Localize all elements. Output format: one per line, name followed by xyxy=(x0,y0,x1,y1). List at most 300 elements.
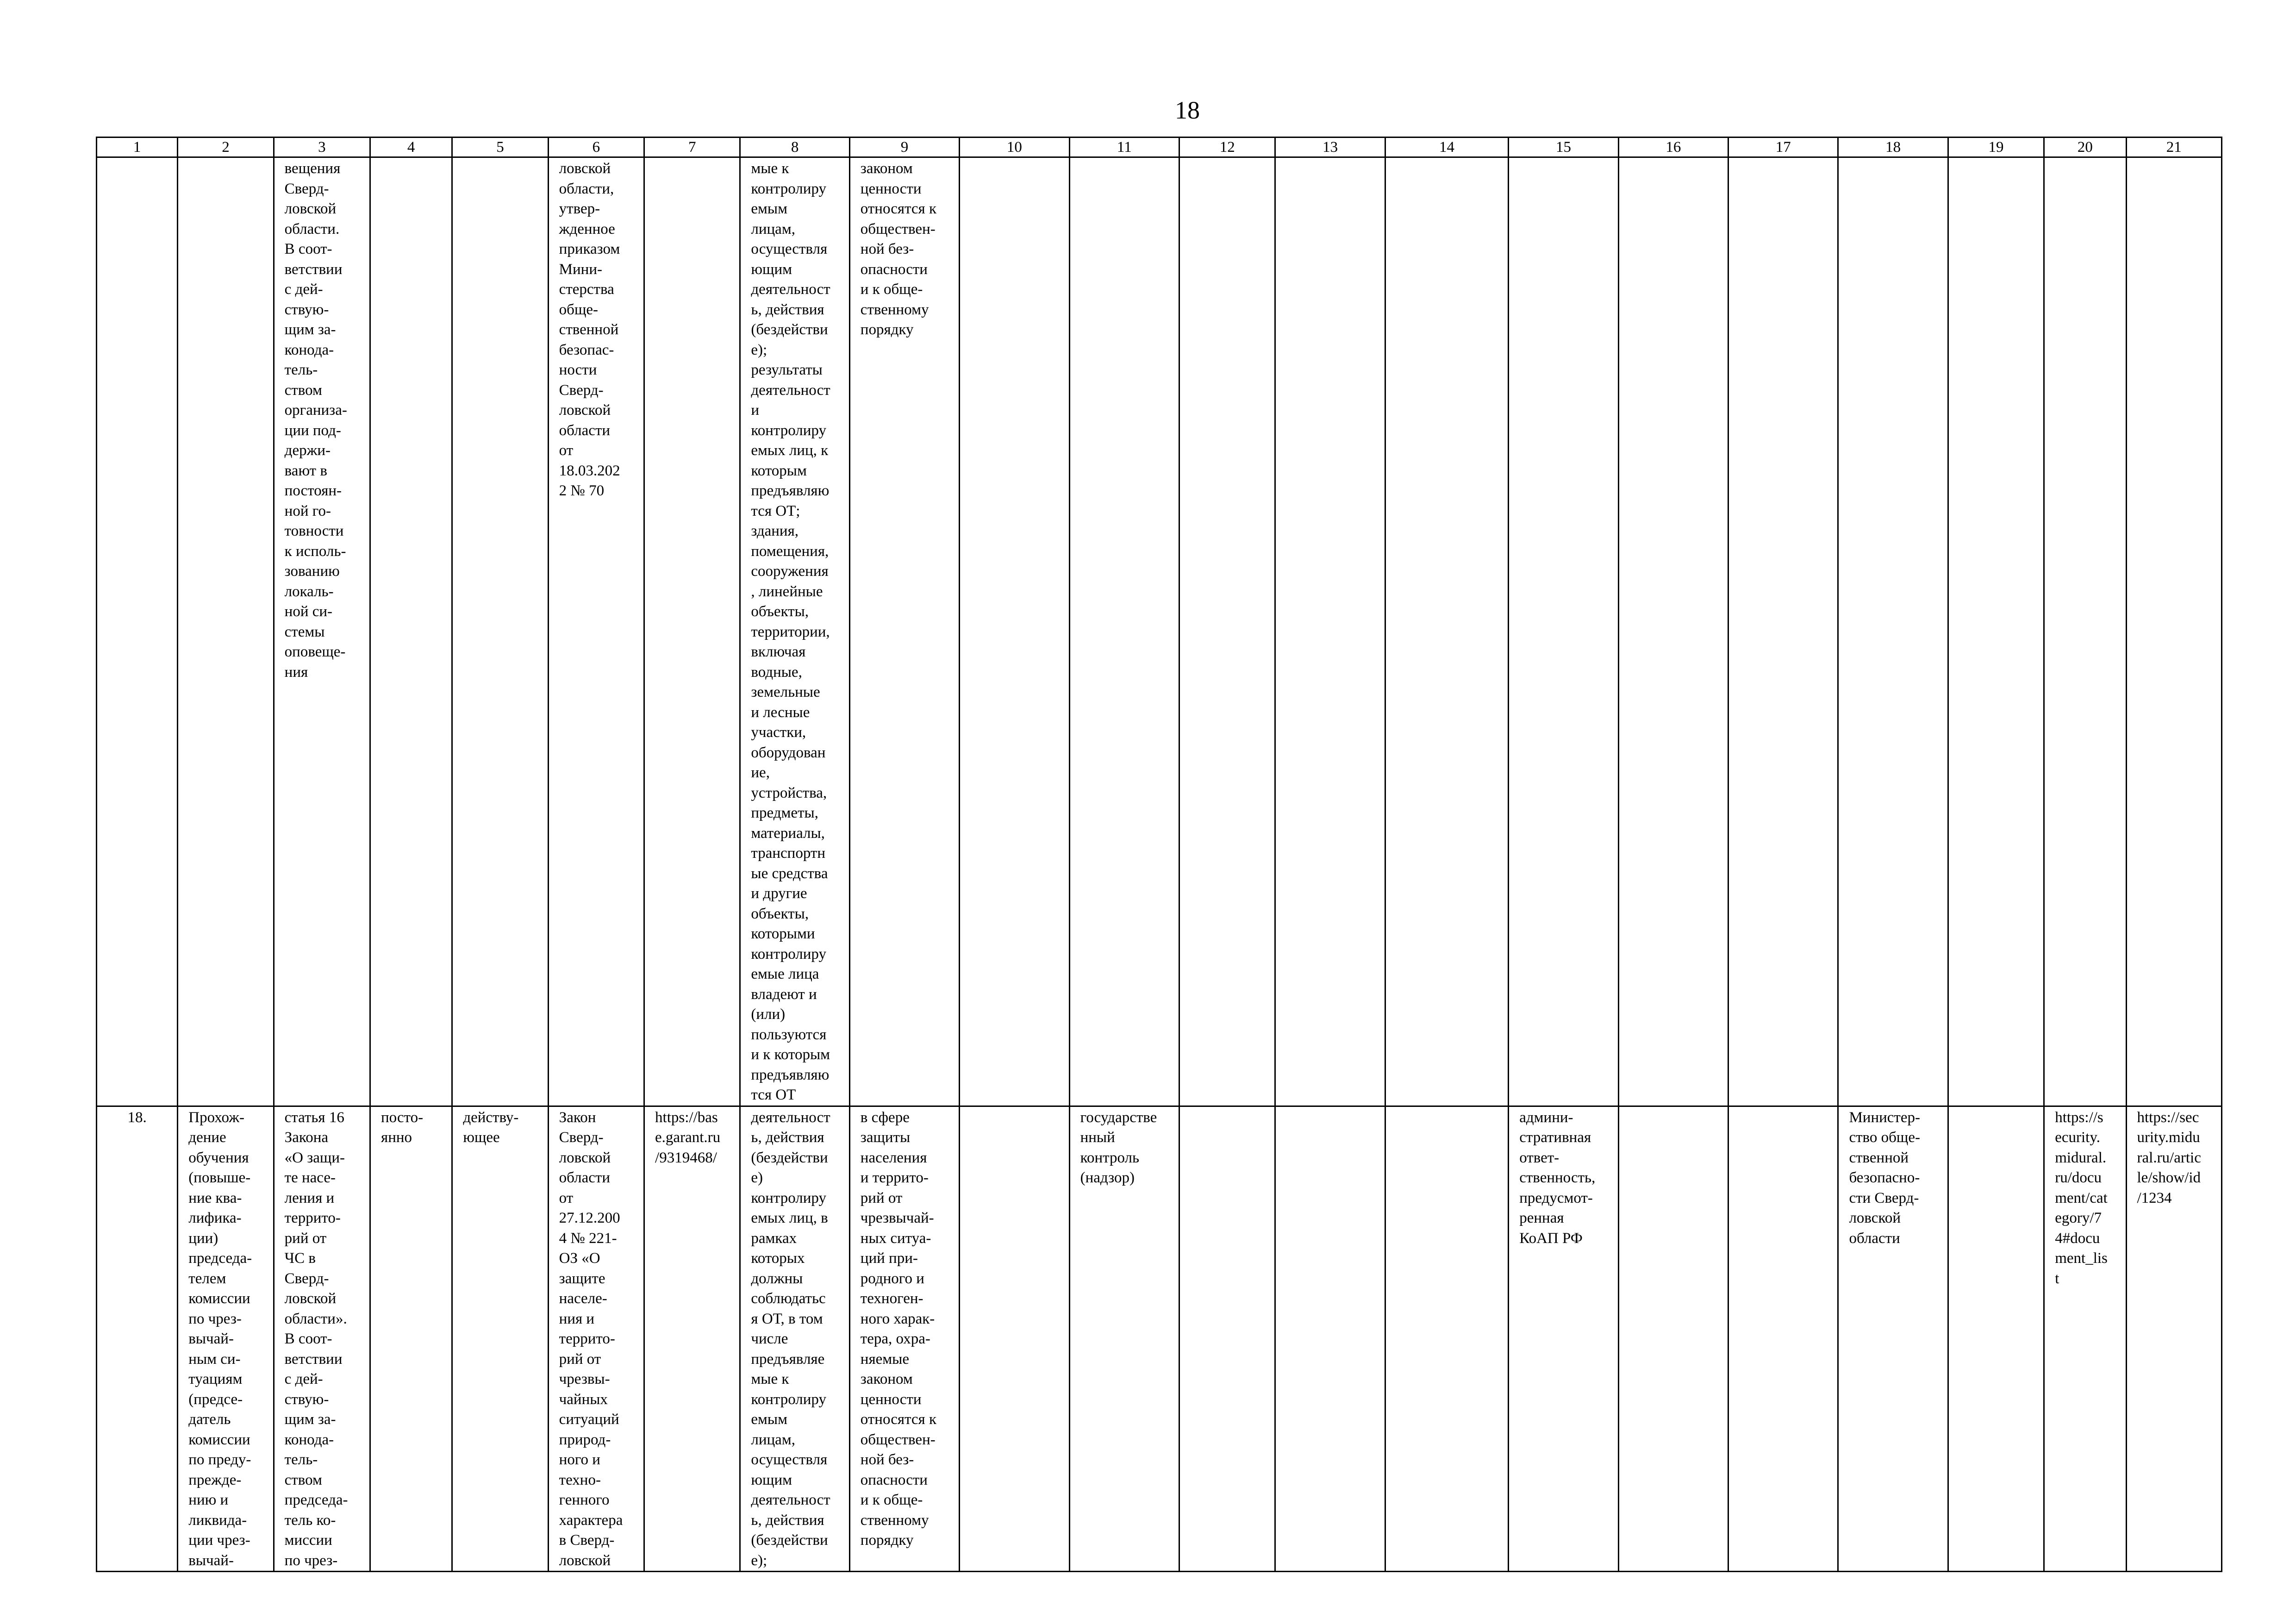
cell-text-line: egory/7 xyxy=(2055,1210,2102,1226)
cell-text-line: ветствии xyxy=(284,261,343,278)
table-cell-col-17 xyxy=(1728,1106,1838,1572)
cell-text-line: сти Сверд- xyxy=(1849,1189,1919,1206)
column-number-7: 7 xyxy=(644,137,740,157)
cell-text-line: ния xyxy=(284,663,308,681)
cell-text-line: е); xyxy=(751,1552,767,1569)
cell-text-line: обществен- xyxy=(860,1431,936,1448)
cell-text-line: области xyxy=(559,422,610,439)
cell-text-line: населения xyxy=(860,1149,927,1166)
cell-text-line: тель- xyxy=(284,1451,318,1468)
cell-text-line: и к обще- xyxy=(860,1492,923,1508)
table-cell-col-4 xyxy=(370,157,452,1106)
cell-text-line: няемые xyxy=(860,1350,909,1368)
register-table xyxy=(96,137,2222,1572)
table-cell-col-1 xyxy=(97,157,178,1106)
cell-text-line: деятельност xyxy=(751,381,830,399)
cell-text-line: опасности xyxy=(860,261,928,278)
cell-text-line: области, xyxy=(559,180,614,197)
cell-text-line: обще- xyxy=(559,301,599,318)
cell-text-line: нию и xyxy=(188,1492,229,1508)
cell-text-line: щим за- xyxy=(284,1411,336,1428)
table-row xyxy=(97,1106,2222,1572)
cell-text-line: те насе- xyxy=(284,1169,336,1186)
cell-text-line: ценности xyxy=(860,1391,922,1408)
cell-text-line: которых xyxy=(751,1250,805,1267)
table-row xyxy=(97,157,2222,1106)
column-number-16: 16 xyxy=(1618,137,1728,157)
cell-text-line: датель xyxy=(188,1411,231,1428)
cell-text-line: емым xyxy=(751,200,787,217)
cell-text-line: контролиру xyxy=(751,945,826,962)
cell-text-line: ного и xyxy=(559,1451,600,1468)
cell-text-line: ющим xyxy=(751,1471,792,1488)
cell-text-line: предъявляю xyxy=(751,1066,830,1083)
cell-text-line: щим за- xyxy=(284,321,336,338)
cell-text-line: оборудован xyxy=(751,744,826,761)
cell-text-line: и к обще- xyxy=(860,281,923,298)
cell-text-line: природ- xyxy=(559,1431,611,1448)
cell-text-line: приказом xyxy=(559,241,620,257)
cell-text-line: лицам, xyxy=(751,220,795,237)
cell-text-line: ecurity. xyxy=(2055,1129,2100,1146)
table-cell-col-13 xyxy=(1275,157,1385,1106)
cell-text-line: ствую- xyxy=(284,1391,329,1408)
cell-text-line: (бездействи xyxy=(751,321,828,338)
cell-text-line: , линейные xyxy=(751,583,823,600)
cell-text-line: контролиру xyxy=(751,180,826,197)
cell-text-line: (бездействи xyxy=(751,1532,828,1549)
cell-text-line: статья 16 xyxy=(284,1109,344,1126)
cell-text-line: ством xyxy=(284,381,322,399)
cell-text-line: объекты, xyxy=(751,603,809,620)
table-cell-col-21 xyxy=(2126,1106,2221,1572)
cell-text-line: ние ква- xyxy=(188,1189,242,1206)
cell-text-line: утвер- xyxy=(559,200,600,217)
cell-text-line: тель ко- xyxy=(284,1512,336,1529)
table-cell-col-1 xyxy=(97,1106,178,1572)
table-cell-col-3 xyxy=(274,1106,370,1572)
cell-text-line: техноген- xyxy=(860,1290,923,1307)
table-cell-col-6 xyxy=(548,157,644,1106)
cell-text-line: которыми xyxy=(751,925,815,942)
table-cell-col-18 xyxy=(1838,1106,1948,1572)
cell-text-line: 18.03.202 xyxy=(559,462,620,479)
table-cell-col-19 xyxy=(1948,157,2044,1106)
cell-text-line: обучения xyxy=(188,1149,249,1166)
cell-text-line: в сфере xyxy=(860,1109,910,1126)
cell-text-line: террито- xyxy=(559,1330,615,1347)
table-cell-col-8 xyxy=(740,1106,849,1572)
cell-text-line: предусмот- xyxy=(1519,1189,1593,1206)
column-number-17: 17 xyxy=(1728,137,1838,157)
table-cell-col-7 xyxy=(644,1106,740,1572)
cell-text-line: с дей- xyxy=(284,1371,323,1387)
cell-text-line: (предсе- xyxy=(188,1391,243,1408)
table-cell-col-16 xyxy=(1618,1106,1728,1572)
cell-text-line: действу- xyxy=(463,1109,519,1126)
cell-text-line: вают в xyxy=(284,462,327,479)
cell-text-line: пользуются xyxy=(751,1026,827,1043)
cell-text-line: КоАП РФ xyxy=(1519,1230,1583,1247)
cell-text-line: ции) xyxy=(188,1230,218,1247)
cell-text-line: стративная xyxy=(1519,1129,1591,1146)
cell-text-line: Министер- xyxy=(1849,1109,1920,1126)
cell-text-line: Прохож- xyxy=(188,1109,245,1126)
cell-text-line: ции чрез- xyxy=(188,1532,250,1549)
cell-text-line: ным си- xyxy=(188,1350,241,1368)
table-cell-col-6 xyxy=(548,1106,644,1572)
cell-text-line: стемы xyxy=(284,623,325,640)
cell-text-line: техно- xyxy=(559,1471,601,1488)
cell-text-line: безопасно- xyxy=(1849,1169,1920,1186)
cell-text-line: транспортн xyxy=(751,845,825,862)
cell-text-line: ловской xyxy=(284,1290,337,1307)
column-number-8: 8 xyxy=(740,137,849,157)
cell-text-line: с дей- xyxy=(284,281,323,298)
cell-text-line: ной без- xyxy=(860,241,914,257)
table-body xyxy=(97,137,2222,1572)
cell-text-line: https://s xyxy=(2055,1109,2103,1126)
cell-text-line: вычай- xyxy=(188,1330,234,1347)
cell-text-line: ций при- xyxy=(860,1250,918,1267)
table-cell-col-17 xyxy=(1728,157,1838,1106)
column-number-20: 20 xyxy=(2044,137,2126,157)
cell-text-line: включая xyxy=(751,643,806,660)
cell-text-line: должны xyxy=(751,1270,803,1287)
cell-text-line: конода- xyxy=(284,341,334,358)
table-cell-col-21 xyxy=(2126,157,2221,1106)
cell-text-line: миссии xyxy=(284,1532,332,1549)
cell-text-line: t xyxy=(2055,1270,2059,1287)
cell-text-line: тся ОТ xyxy=(751,1087,796,1103)
cell-text-line: 2 № 70 xyxy=(559,482,605,499)
cell-text-line: деятельност xyxy=(751,1109,830,1126)
cell-text-line: по преду- xyxy=(188,1451,251,1468)
column-number-13: 13 xyxy=(1275,137,1385,157)
cell-text-line: области xyxy=(559,1169,610,1186)
table-cell-col-5 xyxy=(452,157,548,1106)
cell-text-line: характера xyxy=(559,1512,623,1529)
cell-text-line: емые лица xyxy=(751,966,819,982)
column-number-row xyxy=(97,137,2222,157)
cell-text-line: ценности xyxy=(860,180,922,197)
cell-text-line: ловской xyxy=(284,200,337,217)
cell-text-line: ловской xyxy=(559,1552,611,1569)
cell-text-line: предъявляю xyxy=(751,482,830,499)
cell-text-line: ции под- xyxy=(284,422,341,439)
table-cell-col-10 xyxy=(960,1106,1069,1572)
cell-text-line: родного и xyxy=(860,1270,924,1287)
cell-text-line: ственному xyxy=(860,1512,929,1529)
table-cell-col-14 xyxy=(1385,1106,1508,1572)
cell-text-line: деятельност xyxy=(751,1492,830,1508)
cell-text-line: емых лиц, к xyxy=(751,442,829,459)
cell-text-line: защиты xyxy=(860,1129,911,1146)
cell-text-line: (повыше- xyxy=(188,1169,251,1186)
cell-text-line: емым xyxy=(751,1411,787,1428)
cell-text-line: Сверд- xyxy=(559,381,604,399)
cell-text-line: здания, xyxy=(751,523,799,539)
column-number-4: 4 xyxy=(370,137,452,157)
cell-text-line: контроль xyxy=(1080,1149,1140,1166)
cell-text-line: осуществля xyxy=(751,1451,828,1468)
cell-text-line: от xyxy=(559,442,574,459)
cell-text-line: лифика- xyxy=(188,1210,242,1226)
cell-text-line: вещения xyxy=(284,160,341,177)
cell-text-line: 4#docu xyxy=(2055,1230,2100,1247)
cell-text-line: защите xyxy=(559,1270,605,1287)
column-number-14: 14 xyxy=(1385,137,1508,157)
cell-text-line: ной без- xyxy=(860,1451,914,1468)
cell-text-line: вычай- xyxy=(188,1552,234,1569)
cell-text-line: ЧС в xyxy=(284,1250,316,1267)
cell-text-line: владеют и xyxy=(751,986,817,1003)
cell-text-line: urity.midu xyxy=(2137,1129,2200,1146)
cell-text-line: посто- xyxy=(381,1109,424,1126)
cell-text-line: ственному xyxy=(860,301,929,318)
cell-text-line: и лесные xyxy=(751,704,810,721)
cell-text-line: председа- xyxy=(284,1492,348,1508)
cell-text-line: ru/docu xyxy=(2055,1169,2102,1186)
cell-text-line: безопас- xyxy=(559,341,614,358)
cell-text-line: генного xyxy=(559,1492,610,1508)
cell-text-line: /1234 xyxy=(2137,1189,2172,1206)
cell-text-line: ловской xyxy=(1849,1210,1901,1226)
table-cell-col-7 xyxy=(644,157,740,1106)
cell-text-line: тера, охра- xyxy=(860,1330,930,1347)
table-cell-col-11 xyxy=(1069,157,1179,1106)
cell-text-line: ловской xyxy=(559,1149,611,1166)
cell-text-line: к исполь- xyxy=(284,543,346,560)
table-cell-col-16 xyxy=(1618,157,1728,1106)
cell-text-line: законом xyxy=(860,160,913,177)
cell-text-line: контролиру xyxy=(751,422,826,439)
cell-text-line: конода- xyxy=(284,1431,334,1448)
cell-text-line: ветствии xyxy=(284,1350,343,1368)
cell-text-line: рамках xyxy=(751,1230,797,1247)
cell-text-line: е) xyxy=(751,1169,763,1186)
cell-text-line: ления и xyxy=(284,1189,335,1206)
cell-text-line: области xyxy=(1849,1230,1900,1247)
cell-text-line: ющее xyxy=(463,1129,500,1146)
table-cell-col-12 xyxy=(1179,157,1275,1106)
cell-text-line: ликвида- xyxy=(188,1512,247,1529)
cell-text-line: ОЗ «О xyxy=(559,1250,600,1267)
cell-text-line: законом xyxy=(860,1371,913,1387)
cell-text-line: по чрез- xyxy=(284,1552,338,1569)
column-number-18: 18 xyxy=(1838,137,1948,157)
cell-text-line: ности xyxy=(559,362,597,378)
page-number: 18 xyxy=(1175,96,1200,124)
cell-text-line: дение xyxy=(188,1129,226,1146)
cell-text-line: ство обще- xyxy=(1849,1129,1920,1146)
cell-text-line: опасности xyxy=(860,1471,928,1488)
cell-text-line: ответ- xyxy=(1519,1149,1560,1166)
table-cell-col-20 xyxy=(2044,157,2126,1106)
cell-text-line: Сверд- xyxy=(284,180,329,197)
cell-text-line: midural. xyxy=(2055,1149,2107,1166)
cell-text-line: тся ОТ; xyxy=(751,502,800,519)
column-number-3: 3 xyxy=(274,137,370,157)
cell-text-line: сооружения xyxy=(751,563,829,580)
cell-text-line: жденное xyxy=(559,220,615,237)
cell-text-line: рий от xyxy=(284,1230,327,1247)
cell-text-line: террито- xyxy=(284,1210,341,1226)
cell-text-line: e.garant.ru xyxy=(655,1129,721,1146)
cell-text-line: осуществля xyxy=(751,241,828,257)
table-cell-col-15 xyxy=(1509,1106,1618,1572)
cell-text-line: порядку xyxy=(860,321,914,338)
column-number-9: 9 xyxy=(849,137,959,157)
cell-text-line: ловской xyxy=(559,402,611,418)
table-cell-col-20 xyxy=(2044,1106,2126,1572)
cell-text-line: по чрез- xyxy=(188,1310,242,1327)
cell-text-line: организа- xyxy=(284,402,347,418)
column-number-12: 12 xyxy=(1179,137,1275,157)
cell-text-line: телем xyxy=(188,1270,226,1287)
cell-text-line: и к которым xyxy=(751,1046,830,1063)
cell-text-line: нный xyxy=(1080,1129,1115,1146)
cell-text-line: соблюдатьс xyxy=(751,1290,826,1307)
column-number-10: 10 xyxy=(960,137,1069,157)
cell-text-line: товности xyxy=(284,523,344,539)
cell-text-line: чайных xyxy=(559,1391,608,1408)
cell-text-line: комиссии xyxy=(188,1290,250,1307)
cell-text-line: контролиру xyxy=(751,1189,826,1206)
table-cell-col-13 xyxy=(1275,1106,1385,1572)
cell-text-line: ственность, xyxy=(1519,1169,1596,1186)
cell-text-line: ь, действия xyxy=(751,1129,824,1146)
cell-text-line: материалы, xyxy=(751,824,825,842)
cell-text-line: от xyxy=(559,1189,574,1206)
cell-text-line: ствую- xyxy=(284,301,329,318)
cell-text-line: ые средства xyxy=(751,865,828,882)
cell-text-line: зованию xyxy=(284,563,340,580)
cell-text-line: админи- xyxy=(1519,1109,1573,1126)
table-cell-col-9 xyxy=(849,1106,959,1572)
cell-text-line: ственной xyxy=(1849,1149,1909,1166)
cell-text-line: объекты, xyxy=(751,905,809,922)
table-cell-col-12 xyxy=(1179,1106,1275,1572)
cell-text-line: комиссии xyxy=(188,1431,250,1448)
cell-text-line: предъявляе xyxy=(751,1350,825,1368)
cell-text-line: емых лиц, в xyxy=(751,1210,828,1226)
column-number-1: 1 xyxy=(97,137,178,157)
cell-text-line: рий от xyxy=(860,1189,903,1206)
cell-text-line: и другие xyxy=(751,885,807,902)
cell-text-line: устройства, xyxy=(751,784,827,801)
cell-text-line: (надзор) xyxy=(1080,1169,1135,1186)
cell-text-line: результаты xyxy=(751,362,823,378)
cell-text-line: (или) xyxy=(751,1006,786,1023)
cell-text-line: янно xyxy=(381,1129,412,1146)
cell-text-line: Закон xyxy=(559,1109,596,1126)
cell-text-line: прежде- xyxy=(188,1471,242,1488)
cell-text-line: чрезвычай- xyxy=(860,1210,934,1226)
cell-text-line: деятельност xyxy=(751,281,830,298)
cell-text-line: области. xyxy=(284,220,340,237)
cell-text-line: туациям xyxy=(188,1371,243,1387)
cell-text-line: контролиру xyxy=(751,1391,826,1408)
table-cell-col-4 xyxy=(370,1106,452,1572)
cell-text-line: Сверд- xyxy=(284,1270,329,1287)
cell-text-line: ной си- xyxy=(284,603,333,620)
cell-text-line: ной го- xyxy=(284,502,331,519)
cell-text-line: чрезвы- xyxy=(559,1371,610,1387)
cell-text-line: ственной xyxy=(559,321,619,338)
cell-text-line: числе xyxy=(751,1330,788,1347)
cell-text-line: рий от xyxy=(559,1350,601,1368)
cell-text-line: локаль- xyxy=(284,583,334,600)
cell-text-line: ь, действия xyxy=(751,301,824,318)
cell-text-line: ного харак- xyxy=(860,1310,935,1327)
cell-text-line: мые к xyxy=(751,1371,789,1387)
cell-text-line: 27.12.200 xyxy=(559,1210,620,1226)
cell-text-line: государстве xyxy=(1080,1109,1157,1126)
table-cell-col-9 xyxy=(849,157,959,1106)
cell-text-line: ством xyxy=(284,1471,322,1488)
cell-text-line: /9319468/ xyxy=(655,1149,717,1166)
cell-text-line: ral.ru/artic xyxy=(2137,1149,2201,1166)
cell-text-line: оповеще- xyxy=(284,643,346,660)
cell-text-line: относятся к xyxy=(860,1411,937,1428)
table-cell-col-14 xyxy=(1385,157,1508,1106)
cell-text-line: области». xyxy=(284,1310,347,1327)
cell-text-line: стерства xyxy=(559,281,614,298)
table-cell-col-11 xyxy=(1069,1106,1179,1572)
cell-text-line: территории, xyxy=(751,623,830,640)
cell-text-line: (бездействи xyxy=(751,1149,828,1166)
cell-text-line: 4 № 221- xyxy=(559,1230,617,1247)
cell-text-line: ь, действия xyxy=(751,1512,824,1529)
table-cell-col-18 xyxy=(1838,157,1948,1106)
cell-text-line: ситуаций xyxy=(559,1411,619,1428)
table-cell-col-15 xyxy=(1509,157,1618,1106)
column-number-11: 11 xyxy=(1069,137,1179,157)
cell-text-line: ренная xyxy=(1519,1210,1564,1226)
table-cell-col-10 xyxy=(960,157,1069,1106)
cell-text-line: земельные xyxy=(751,684,820,700)
cell-text-line: мые к xyxy=(751,160,789,177)
table-cell-col-8 xyxy=(740,157,849,1106)
cell-text-line: е); xyxy=(751,341,767,358)
cell-text-line: относятся к xyxy=(860,200,937,217)
cell-text-line: населе- xyxy=(559,1290,607,1307)
cell-text-line: и xyxy=(751,402,760,418)
cell-text-line: обществен- xyxy=(860,220,936,237)
cell-text-line: ие, xyxy=(751,764,770,781)
cell-text-line: ния и xyxy=(559,1310,595,1327)
cell-text-line: ment_lis xyxy=(2055,1250,2108,1267)
cell-text-line: лицам, xyxy=(751,1431,795,1448)
column-number-19: 19 xyxy=(1948,137,2044,157)
cell-text-line: В соот- xyxy=(284,1330,332,1347)
cell-text-line: «О защи- xyxy=(284,1149,345,1166)
cell-text-line: Закона xyxy=(284,1129,328,1146)
cell-text-line: le/show/id xyxy=(2137,1169,2201,1186)
cell-text-line: Мини- xyxy=(559,261,602,278)
cell-text-line: тель- xyxy=(284,362,318,378)
cell-text-line: участки, xyxy=(751,724,806,741)
table-cell-col-2 xyxy=(178,157,274,1106)
table-cell-col-3 xyxy=(274,157,370,1106)
cell-text-line: постоян- xyxy=(284,482,342,499)
cell-text-line: водные, xyxy=(751,663,802,681)
cell-text-line: и террито- xyxy=(860,1169,929,1186)
cell-text-line: предметы, xyxy=(751,805,818,821)
cell-text-line: В соот- xyxy=(284,241,332,257)
cell-text-line: в Сверд- xyxy=(559,1532,615,1549)
